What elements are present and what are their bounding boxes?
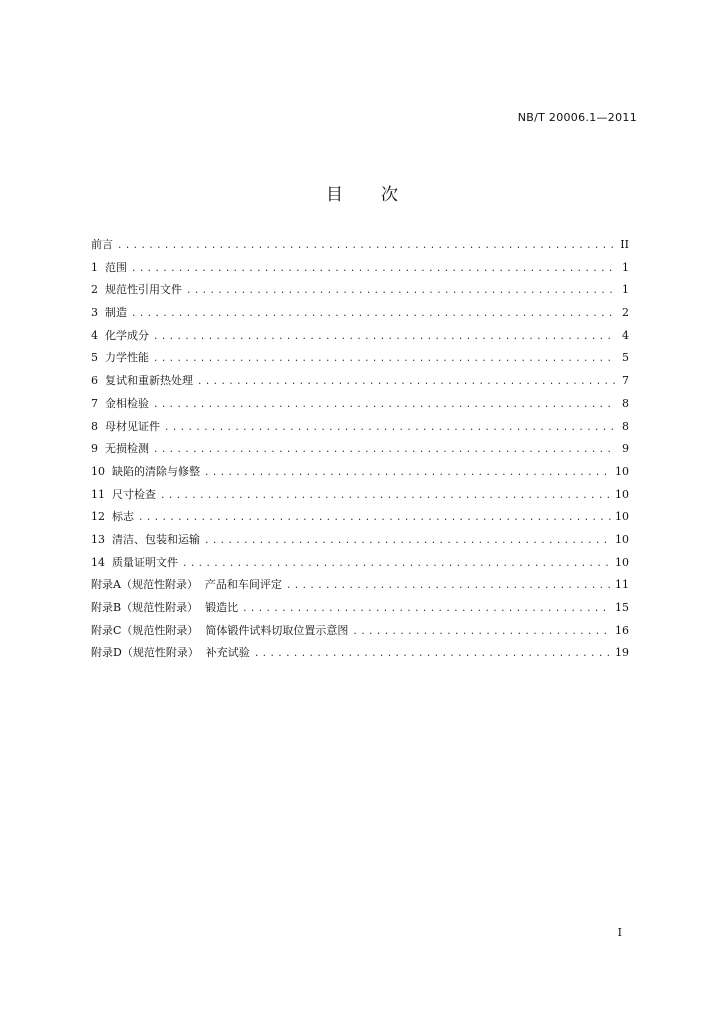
standard-number: NB/T 20006.1—2011 [517,111,637,124]
toc-entry-page: 1 [622,283,629,297]
table-of-contents [91,234,629,665]
toc-entry-page: 8 [622,419,629,433]
toc-entry[interactable] [91,506,629,529]
toc-leader-dots [242,598,611,621]
toc-entry[interactable] [91,484,629,507]
toc-leader-dots [153,394,615,417]
toc-leader-dots [254,643,611,666]
toc-entry[interactable] [91,416,629,439]
toc-entry[interactable] [91,642,629,665]
toc-entry-page: 2 [622,306,629,320]
toc-entry-page: 10 [615,464,629,478]
toc-leader-dots [197,371,615,394]
toc-entry-page: 10 [615,532,629,546]
toc-entry-label: 6 复试和重新热处理 [91,374,193,388]
toc-leader-dots [153,439,615,462]
toc-entry-page: 10 [615,487,629,501]
toc-entry-page: 4 [622,328,629,342]
toc-entry-page: 9 [622,442,629,456]
toc-entry-label: 10 缺陷的清除与修整 [91,464,200,478]
toc-entry-page: 16 [615,623,629,637]
toc-entry-page: 19 [615,646,629,660]
toc-entry-page: 15 [615,601,629,614]
toc-entry[interactable] [91,347,629,370]
toc-entry-label: 13 清洁、包装和运输 [91,532,200,546]
toc-entry[interactable] [91,370,629,393]
toc-entry[interactable] [91,597,629,620]
toc-entry[interactable] [91,325,629,348]
toc-entry-label: 11 尺寸检查 [91,487,156,501]
toc-entry-label: 附录B（规范性附录） 锻造比 [91,601,239,614]
toc-entry[interactable] [91,393,629,416]
toc-entry-label: 8 母材见证件 [91,419,160,433]
toc-entry-label: 1 范围 [91,260,127,274]
toc-entry-page: II [620,238,629,251]
toc-entry-label: 2 规范性引用文件 [91,283,182,297]
toc-leader-dots [286,575,611,598]
toc-entry-label: 附录A（规范性附录） 产品和车间评定 [91,578,282,592]
toc-entry[interactable] [91,257,629,280]
toc-entry-label: 前言 [91,238,113,251]
toc-entry[interactable] [91,234,629,257]
toc-leader-dots [204,530,611,553]
toc-entry[interactable] [91,279,629,302]
toc-leader-dots [204,462,611,485]
toc-leader-dots [131,258,615,281]
toc-entry[interactable] [91,438,629,461]
toc-leader-dots [138,507,611,530]
toc-leader-dots [182,553,611,576]
page-number: I [617,926,622,939]
toc-entry[interactable] [91,620,629,643]
toc-entry[interactable] [91,552,629,575]
toc-entry-page: 10 [615,555,629,569]
toc-entry-page: 8 [622,396,629,410]
toc-leader-dots [186,280,615,303]
toc-leader-dots [164,417,615,440]
toc-entry-page: 10 [615,510,629,524]
toc-entry-label: 附录D（规范性附录） 补充试验 [91,646,250,660]
toc-entry-label: 7 金相检验 [91,396,149,410]
toc-entry-page: 7 [622,374,629,388]
toc-entry[interactable] [91,529,629,552]
toc-leader-dots [153,348,615,371]
toc-entry-label: 4 化学成分 [91,328,149,342]
toc-leader-dots [153,326,615,349]
toc-entry-label: 3 制造 [91,306,127,320]
toc-entry-page: 1 [622,260,629,274]
toc-leader-dots [131,303,615,326]
toc-leader-dots [160,485,611,508]
toc-entry[interactable] [91,461,629,484]
toc-entry-label: 12 标志 [91,510,134,524]
toc-entry-label: 5 力学性能 [91,351,149,365]
toc-leader-dots [352,621,611,644]
toc-leader-dots [117,235,615,258]
toc-entry-page: 5 [622,351,629,365]
toc-entry-page: 11 [615,578,629,592]
toc-entry[interactable] [91,574,629,597]
toc-entry-label: 附录C（规范性附录） 简体锻件试料切取位置示意图 [91,623,349,637]
toc-entry[interactable] [91,302,629,325]
toc-entry-label: 14 质量证明文件 [91,555,178,569]
toc-entry-label: 9 无损检测 [91,442,149,456]
toc-title: 目次 [326,185,436,205]
